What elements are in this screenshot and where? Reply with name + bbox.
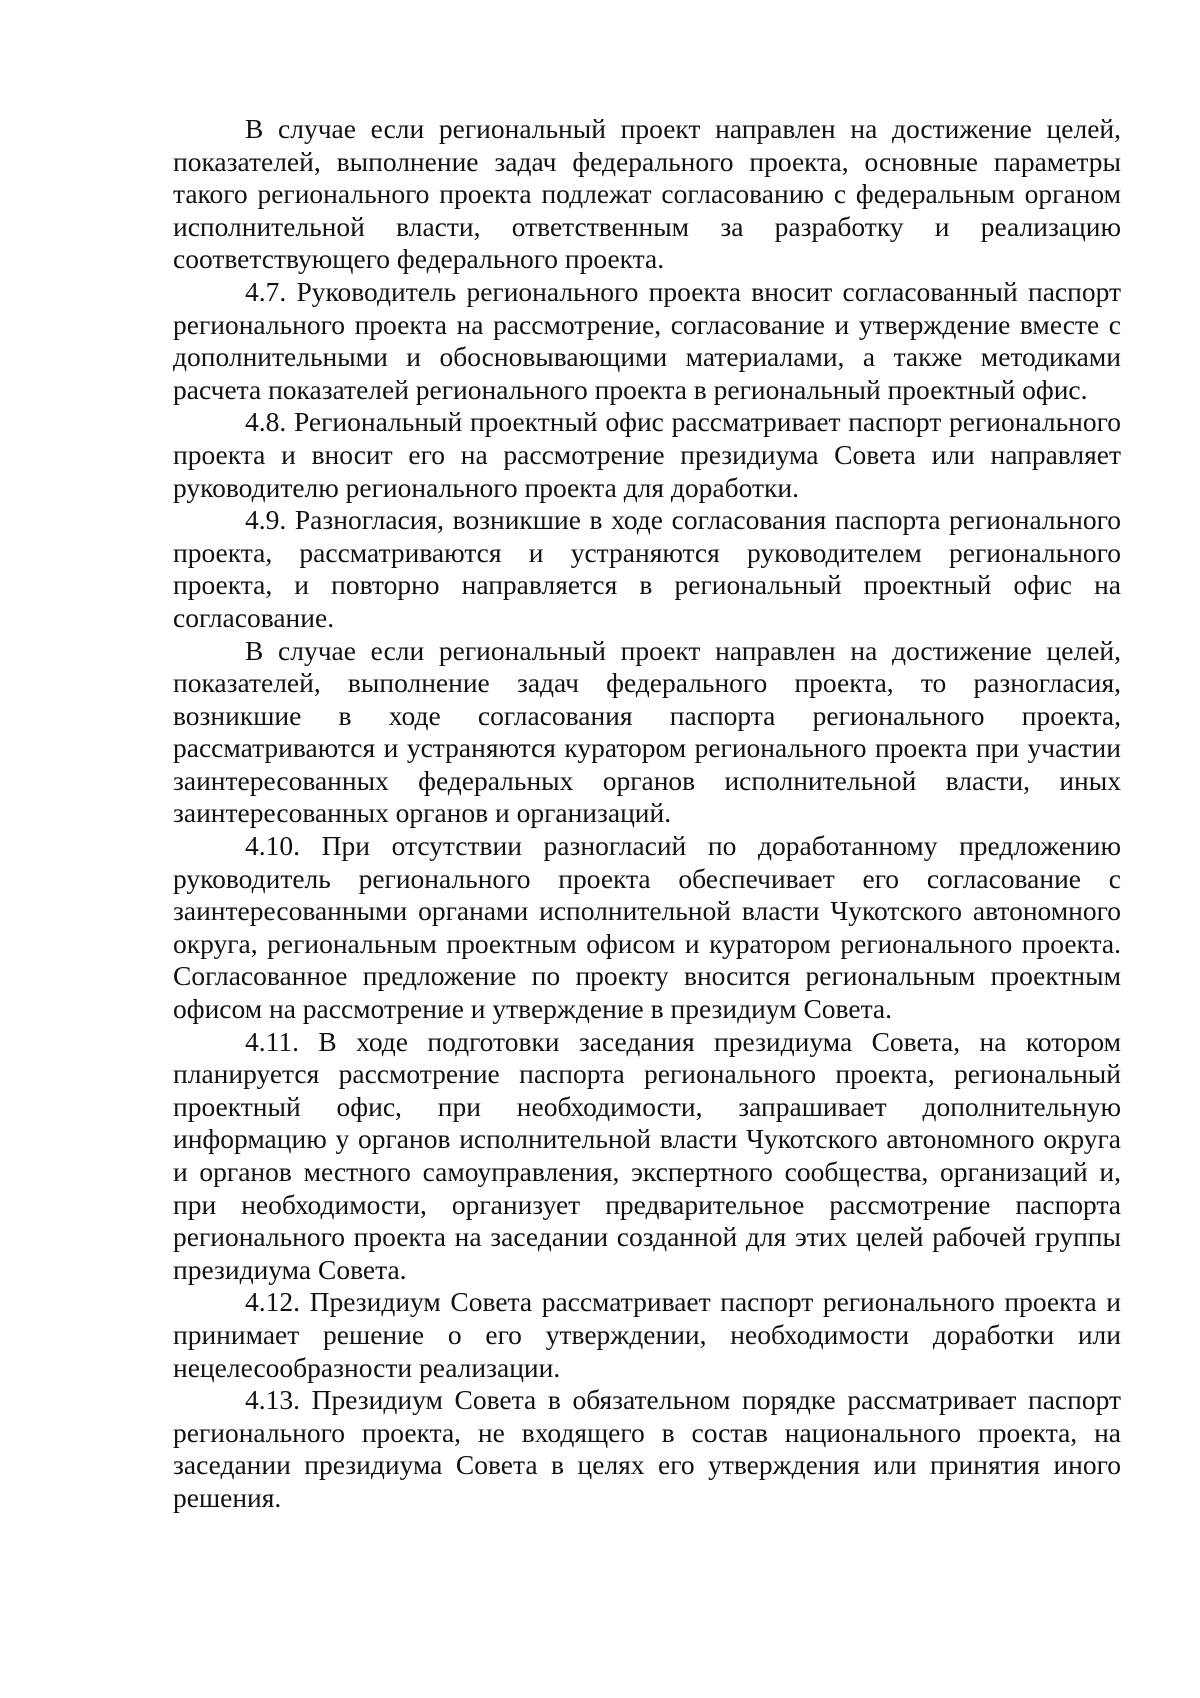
document-page bbox=[173, 113, 1121, 1515]
paragraph-4-13: 4.13. Президиум Совета в обязательном порядке рассматривает паспорт регионального проекта, не входящего в состав национального проекта, на заседании президиума Совета в целях его утверждения или принятия иного решения. bbox=[173, 1384, 1121, 1513]
paragraph-4-12: 4.12. Президиум Совета рассматривает паспорт регионального проекта и принимает решение о его утверждении, необходимости доработки или нецелесообразности реализации. bbox=[173, 1286, 1121, 1383]
paragraph-disagreements: В случае если региональный проект направлен на достижение целей, показателей, выполнение задач федерального проекта, то разногласия, возникшие в ходе согласования паспорта регионального проекта, рассматриваются и устраняются куратором регионального проекта при участии заинтересованных федеральных органов исполнительной власти, иных заинтересованных органов и организаций. bbox=[173, 634, 1121, 829]
paragraph-4-10: 4.10. При отсутствии разногласий по доработанному предложению руководитель регионального проекта обеспечивает его согласование с заинтересованными органами исполнительной власти Чукотского автономного округа, региональным проектным офисом и куратором регионального проекта. Согласованное предложение по проекту вносится региональным проектным офисом на рассмотрение и утверждение в президиум Совета. bbox=[173, 830, 1121, 1025]
paragraph-4-9: 4.9. Разногласия, возникшие в ходе согласования паспорта регионального проекта, рассматриваются и устраняются руководителем регионального проекта, и повторно направляется в региональный проектный офис на согласование. bbox=[173, 504, 1121, 633]
paragraph-4-7: 4.7. Руководитель регионального проекта вносит согласованный паспорт регионального проекта на рассмотрение, согласование и утверждение вместе с дополнительными и обосновывающими материалами, а также методиками расчета показателей регионального проекта в региональный проектный офис. bbox=[173, 275, 1121, 405]
paragraph-4-8: 4.8. Региональный проектный офис рассматривает паспорт регионального проекта и вносит его на рассмотрение президиума Совета или направляет руководителю регионального проекта для доработки. bbox=[173, 406, 1121, 503]
paragraph-federal-coordination: В случае если региональный проект направлен на достижение целей, показателей, выполнение задач федерального проекта, основные параметры такого регионального проекта подлежат согласованию с федеральным органом исполнительной власти, ответственным за разработку и реализацию соответствующего федерального проекта. bbox=[173, 113, 1121, 275]
paragraph-4-11: 4.11. В ходе подготовки заседания президиума Совета, на котором планируется рассмотрение паспорта регионального проекта, региональный проектный офис, при необходимости, запрашивает дополнительную информацию у органов исполнительной власти Чукотского автономного округа и органов местного самоуправления, экспертного сообщества, организаций и, при необходимости, организует предварительное рассмотрение паспорта регионального проекта на заседании созданной для этих целей рабочей группы президиума Совета. bbox=[173, 1025, 1121, 1285]
